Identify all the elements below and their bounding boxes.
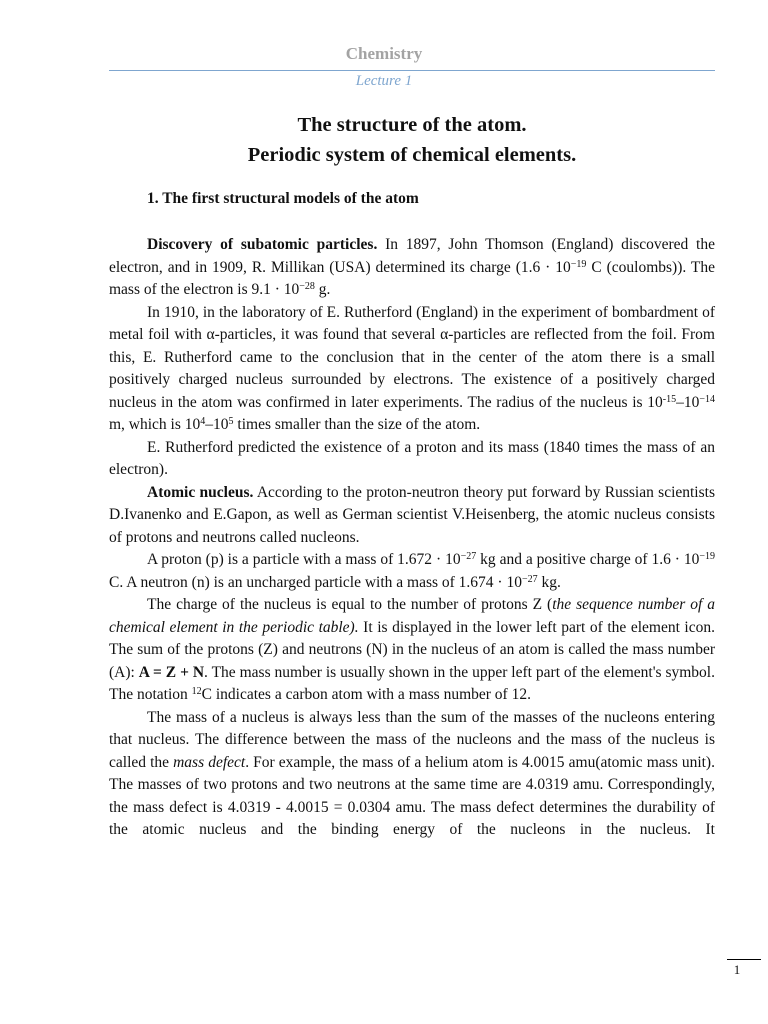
exponent: −27: [460, 551, 477, 562]
italic-run: the sequence number of a chemical element in the periodic table).: [109, 596, 715, 636]
paragraph-atomic-nucleus: [109, 482, 715, 550]
exponent: 4: [200, 416, 206, 427]
text-run: The charge of the nucleus is equal to the number of protons Z (: [147, 596, 553, 613]
paragraph-subatomic: [109, 234, 715, 302]
paragraph-proton-neutron: [109, 549, 715, 594]
text-run: . The mass number is usually shown in the upper left part of the element's symbol. The notation: [109, 663, 715, 703]
exponent: −19: [570, 258, 587, 270]
text-run: –10: [205, 416, 229, 433]
italic-run: mass defect: [173, 753, 246, 771]
text-run: m, which is 10: [109, 416, 201, 433]
header-divider: [109, 70, 715, 71]
text-run: kg and a positive charge of 1.6 · 10: [476, 551, 700, 568]
text-run: kg.: [537, 573, 561, 591]
exponent: 5: [228, 416, 234, 427]
document-title: [109, 110, 715, 170]
running-header-subtitle: Lecture 1: [355, 73, 413, 89]
exponent: -15: [662, 393, 677, 405]
text-run: times smaller than the size of the atom.: [233, 416, 481, 433]
paragraph-rutherford: [109, 302, 715, 437]
text-run: The mass of a nucleus is always less than the sum of the masses of the nucleons entering that nucleus. The difference between the mass of the nucleons and the mass of the nucleus is called the: [109, 708, 715, 771]
exponent: −14: [699, 393, 715, 405]
title-line-2: Periodic system of chemical elements.: [247, 144, 577, 166]
text-run: C indicates a carbon atom with a mass number of 12.: [201, 686, 531, 703]
lead-term: Discovery of subatomic particles.: [147, 236, 378, 253]
formula: A = Z + N: [138, 663, 205, 681]
section-heading: 1. The first structural models of the atom: [147, 190, 419, 207]
paragraph-nuclear-charge: [109, 594, 715, 707]
title-line-1: The structure of the atom.: [297, 114, 527, 136]
running-header-title: Chemistry: [345, 44, 423, 63]
text-run: C. A neutron (n) is an uncharged particle with a mass of 1.674 · 10: [109, 573, 522, 591]
paragraph-proton-prediction: E. Rutherford predicted the existence of a proton and its mass (1840 times the mass of an electron).: [109, 438, 715, 478]
exponent: −28: [299, 281, 315, 292]
body-text: [109, 234, 715, 842]
text-run: C (coulombs)). The mass of the electron is 9.1 · 10: [109, 258, 715, 298]
text-run: It is displayed in the lower left part of the element icon. The sum of the protons (Z) and neutrons (N) in the nucleus of an atom is called the mass number (A):: [109, 618, 715, 681]
footer-divider: [727, 959, 761, 960]
exponent: 12: [191, 686, 202, 697]
page-number: 1: [733, 962, 741, 977]
lead-term: Atomic nucleus.: [147, 483, 254, 501]
text-run: A proton (p) is a particle with a mass of 1.672 · 10: [147, 551, 461, 568]
paragraph-mass-defect: [109, 707, 715, 842]
text-run: In 1897, John Thomson (England) discovered the electron, and in 1909, R. Millikan (USA) determined its charge (1.6 · 10: [109, 236, 715, 276]
text-run: In 1910, in the laboratory of E. Rutherford (England) in the experiment of bombardment of metal foil with α-particles, it was found that several α-particles are reflected from the foil. From this, E. Rutherford came to the conclusion that in the center of the atom there is a small positively charged nucleus surrounded by electrons. The existence of a positively charged nucleus in the atom was confirmed in later experiments. The radius of the nucleus is 10: [109, 303, 715, 411]
text-run: –10: [676, 393, 700, 411]
text-run: According to the proton-neutron theory put forward by Russian scientists D.Ivanenko and E.Gapon, as well as German scientist V.Heisenberg, the atomic nucleus consists of protons and neutrons called nucleons.: [109, 483, 715, 546]
exponent: −27: [521, 573, 538, 585]
text-run: g.: [314, 281, 331, 298]
text-run: . For example, the mass of a helium atom is 4.0015 amu(atomic mass unit). The masses of two protons and two neutrons at the same time are 4.0319 amu. Correspondingly, the mass defect is 4.0319 - 4.0015 = 0.0304 amu. The mass defect determines the durability of the atomic nucleus and the binding energy of the nucleons in the nucleus. It: [109, 753, 715, 838]
exponent: −19: [699, 551, 716, 562]
